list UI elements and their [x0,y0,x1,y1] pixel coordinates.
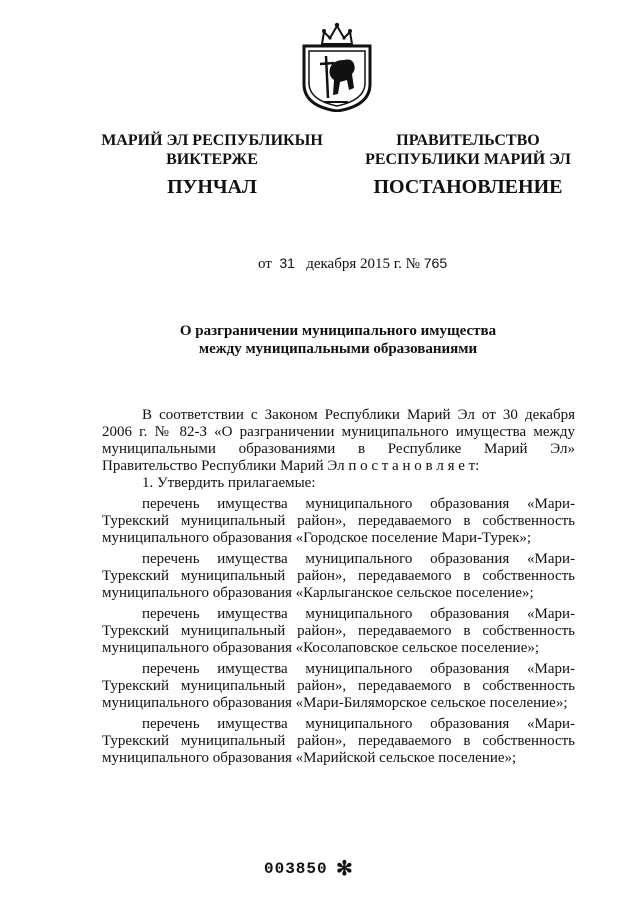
list-item: перечень имущества муниципального образования «Мари-Турекский муниципальный район», передаваемого в собственность муниципального образования «Косолаповское сельское поселение»; [102,606,575,656]
header-right-line1: ПРАВИТЕЛЬСТВО [396,132,540,149]
header-left-line1: МАРИЙ ЭЛ РЕСПУБЛИКЫН [101,132,323,149]
date-prefix: от [258,256,272,272]
document-number: 765 [423,255,448,271]
list-item: перечень имущества муниципального образования «Мари-Турекский муниципальный район», передаваемого в собственность муниципального образования «Городское поселение Мари-Турек»; [102,496,575,546]
date-line [258,255,447,273]
header-right [348,131,588,169]
header-left [84,131,340,169]
date-month-year: декабря 2015 г. № [306,256,420,272]
document-body [102,407,575,767]
coat-of-arms-icon [300,20,374,112]
document-title [100,322,576,358]
serial-number: 003850 [264,860,328,878]
title-line2: между муниципальными образованиями [198,341,478,357]
list-item: перечень имущества муниципального образования «Мари-Турекский муниципальный район», передаваемого в собственность муниципального образования «Мари-Биляморское сельское поселение»; [102,661,575,711]
list-item: перечень имущества муниципального образования «Мари-Турекский муниципальный район», передаваемого в собственность муниципального образования «Карлыганское сельское поселение»; [102,551,575,601]
header-right-line2: РЕСПУБЛИКИ МАРИЙ ЭЛ [365,151,571,168]
doc-type-mari: ПУНЧАЛ [167,176,257,198]
preamble: В соответствии с Законом Республики Марий Эл от 30 декабря 2006 г. № 82-З «О разграничении муниципального имущества между муниципальными образованиями в Республике Марий Эл» Правительство Республики Марий Эл п о с т а н о в л я е т: [102,407,575,474]
asterisk-mark: ✻ [336,858,353,880]
list-item: перечень имущества муниципального образования «Мари-Турекский муниципальный район», передаваемого в собственность муниципального образования «Марийской сельское поселение»; [102,716,575,766]
clause-1: 1. Утвердить прилагаемые: [142,475,316,491]
title-line1: О разграничении муниципального имущества [179,323,497,339]
header-left-line2: ВИКТЕРЖЕ [166,151,258,168]
doc-type-russian: ПОСТАНОВЛЕНИЕ [373,176,563,198]
date-day: 31 [279,255,295,271]
